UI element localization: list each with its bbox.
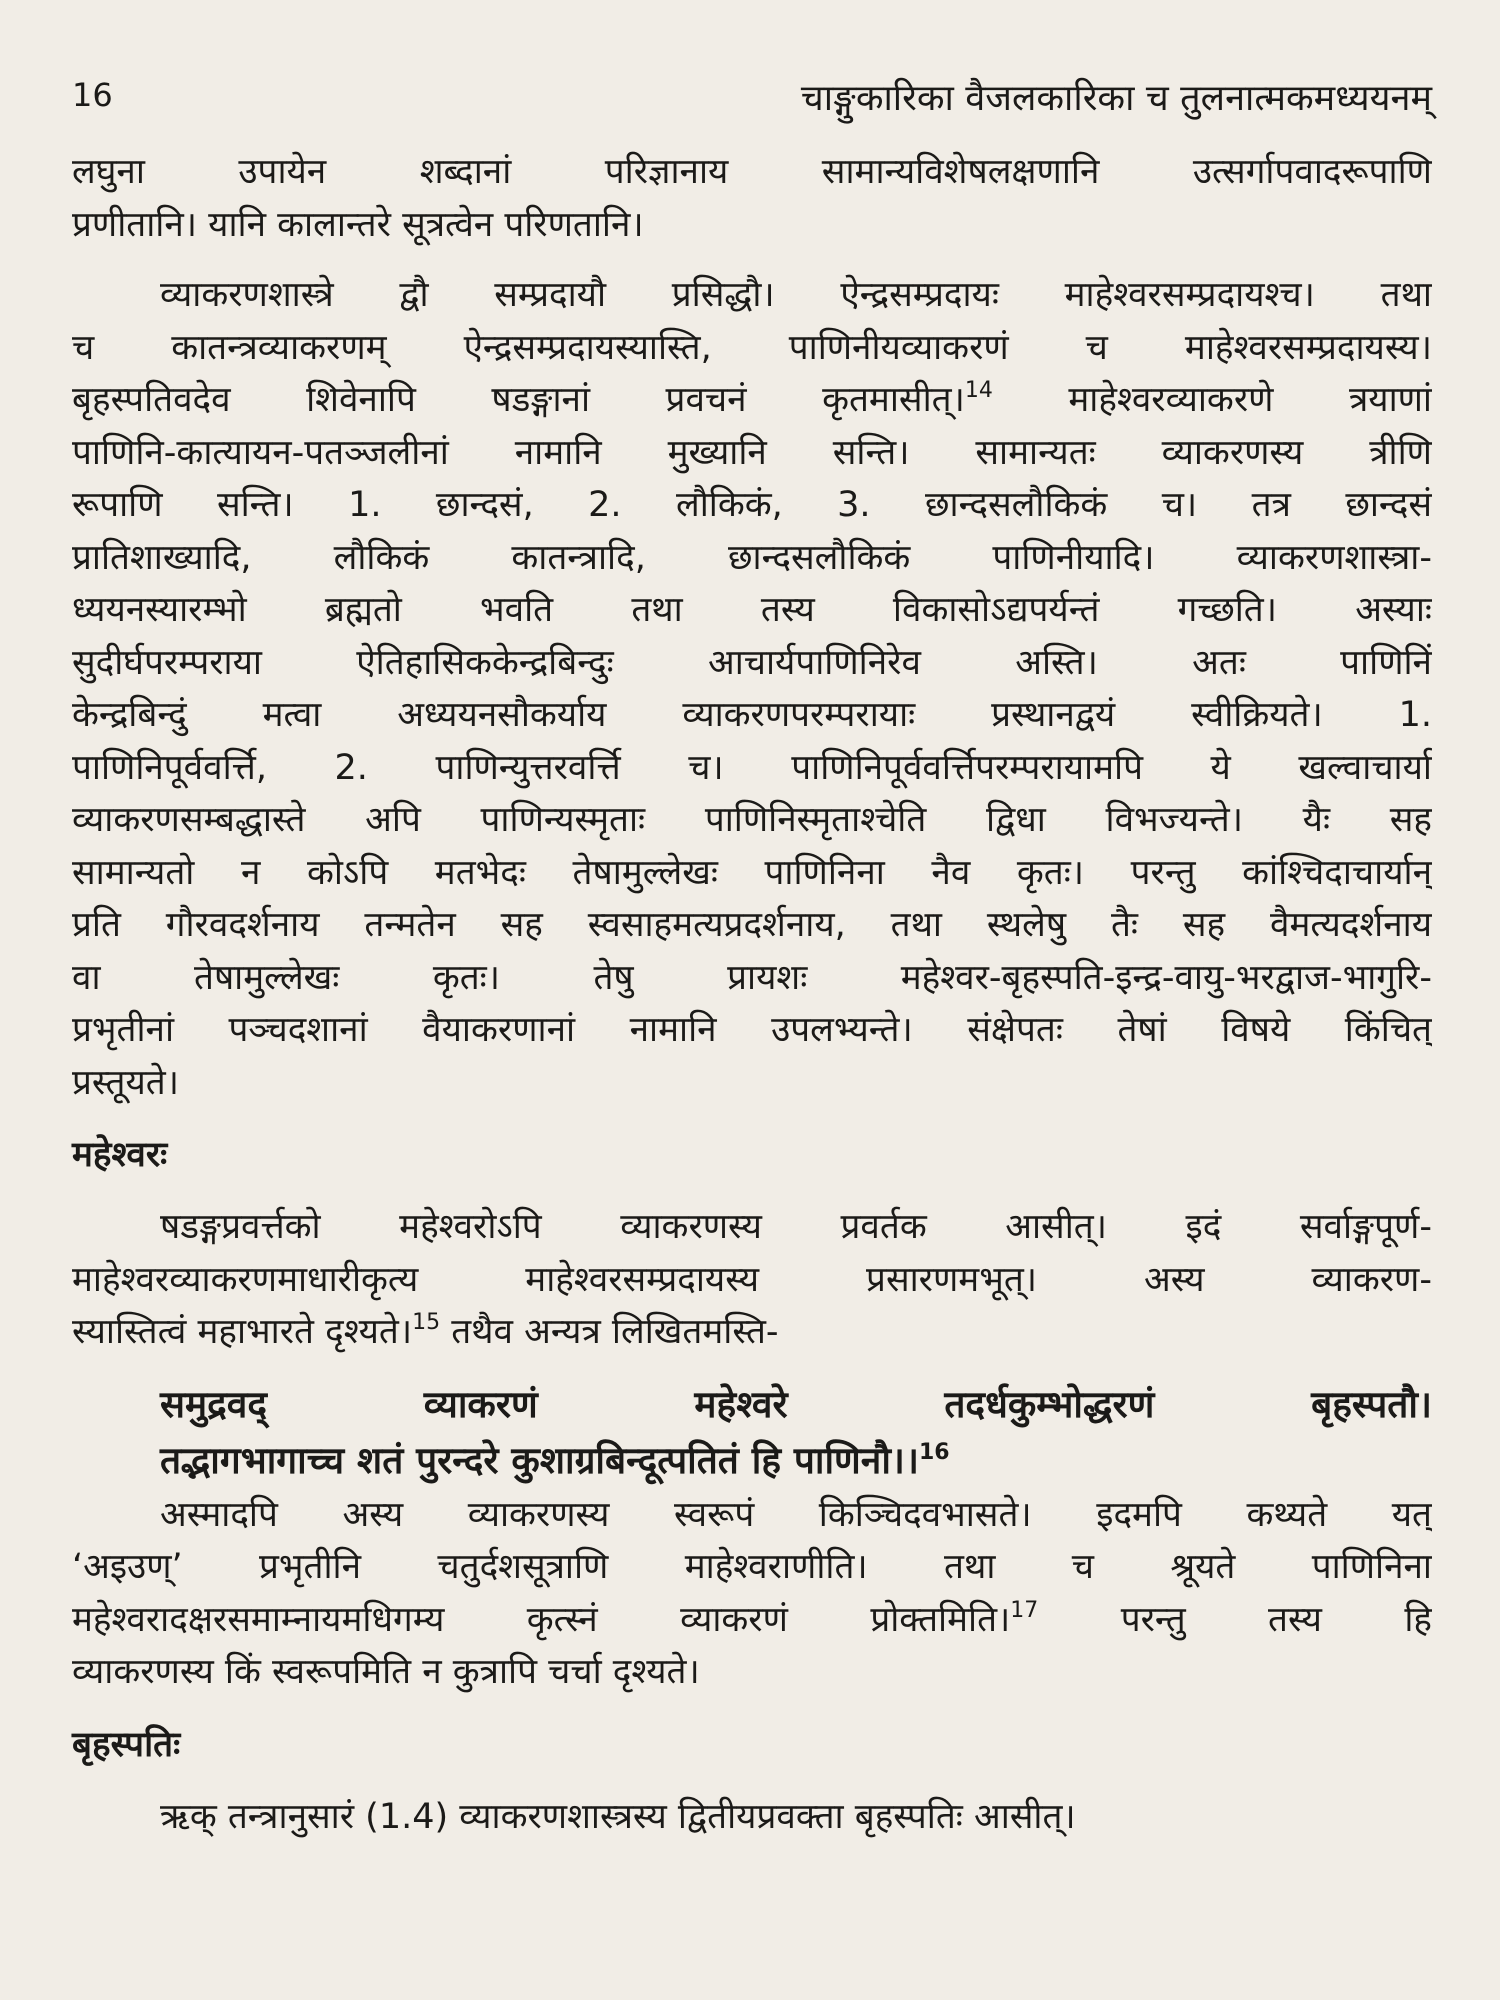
footnote-ref-14: 14 [964,378,993,403]
page-header [72,66,1432,126]
footnote-ref-16: 16 [918,1439,950,1465]
line-text: बृहस्पतिवदेव शिवेनापि षडङ्गानां प्रवचनं कृतमासीत्। [72,380,965,420]
verse-block [72,1377,1432,1489]
text-line: षडङ्गप्रवर्त्तको महेश्वरोऽपि व्याकरणस्य प्रवर्तक आसीत्। इदं सर्वाङ्गपूर्ण- [160,1207,1432,1247]
text-line: ‘अइउण्’ प्रभृतीनि चतुर्दशसूत्राणि माहेश्वराणीति। तथा च श्रूयते पाणिनिना [72,1547,1432,1587]
line-text-tail: माहेश्वरव्याकरणे त्रयाणां [992,380,1432,420]
text-line [72,374,1432,427]
text-line: प्रति गौरवदर्शनाय तन्मतेन सह स्वसाहमत्यप्रदर्शनाय, तथा स्थलेषु तैः सह वैमत्यदर्शनाय [72,905,1432,945]
text-line: वा तेषामुल्लेखः कृतः। तेषु प्रायशः महेश्वर-बृहस्पति-इन्द्र-वायु-भरद्वाज-भागुरि- [72,957,1432,998]
text-line: ध्ययनस्यारम्भो ब्रह्मतो भवति तथा तस्य विकासोऽद्यपर्यन्तं गच्छति। अस्याः [72,590,1432,630]
body-text [72,146,1432,1843]
text-line: प्रणीतानि। यानि कालान्तरे सूत्रत्वेन परिणतानि। [72,204,644,245]
text-line [72,1306,1432,1359]
verse-line: समुद्रवद् व्याकरणं महेश्वरे तदर्धकुम्भोद्धरणं बृहस्पतौ। [160,1382,1432,1426]
section-heading-maheshvara: महेश्वरः [72,1135,168,1175]
paragraph-1 [72,146,1432,251]
text-line: माहेश्वरव्याकरणमाधारीकृत्य माहेश्वरसम्प्रदायस्य प्रसारणमभूत्। अस्य व्याकरण- [72,1259,1432,1300]
line-text-tail: परन्तु तस्य हि [1038,1599,1432,1640]
paragraph-3 [72,1489,1432,1699]
text-line: प्रस्तूयते। [72,1062,179,1103]
footnote-ref-15: 15 [412,1310,441,1335]
paragraph-brihaspati [72,1791,1432,1844]
text-line: रूपाणि सन्ति। 1. छान्दसं, 2. लौकिकं, 3. छान्दसलौकिकं च। तत्र छान्दसं [72,485,1432,525]
text-line: व्याकरणस्य किं स्वरूपमिति न कुत्रापि चर्चा दृश्यते। [72,1652,700,1692]
text-line: पाणिनि-कात्यायन-पतञ्जलीनां नामानि मुख्यानि सन्ति। सामान्यतः व्याकरणस्य त्रीणि [72,432,1432,473]
text-line: प्रभृतीनां पञ्चदशानां वैयाकरणानां नामानि उपलभ्यन्ते। संक्षेपतः तेषां विषये किंचित् [72,1010,1432,1050]
text-line: पाणिनिपूर्ववर्त्ति, 2. पाणिन्युत्तरवर्त्ति च। पाणिनिपूर्ववर्त्तिपरम्परायामपि ये खल्वाचार्या [72,747,1432,788]
paragraph-2 [72,269,1432,1109]
text-line: प्रातिशाख्यादि, लौकिकं कातन्त्रादि, छान्दसलौकिकं पाणिनीयादि। व्याकरणशास्त्रा- [72,537,1432,578]
footnote-ref-17: 17 [1010,1597,1039,1623]
text-line: सामान्यतो न कोऽपि मतभेदः तेषामुल्लेखः पाणिनिना नैव कृतः। परन्तु कांश्चिदाचार्यान् [72,852,1432,893]
page-number: 16 [72,76,113,114]
verse-text: तद्भागभागाच्च शतं पुरन्दरे कुशाग्रबिन्दूत्पतितं हि पाणिनौ।। [160,1438,919,1482]
section-heading-brihaspati: बृहस्पतिः [72,1724,181,1765]
running-title: चाङ्गुकारिका वैजलकारिका च तुलनात्मकमध्ययनम् [800,78,1432,119]
text-line: ऋक् तन्त्रानुसारं (1.4) व्याकरणशास्त्रस्य द्वितीयप्रवक्ता बृहस्पतिः आसीत्। [160,1796,1076,1837]
text-line: लघुना उपायेन शब्दानां परिज्ञानाय सामान्यविशेषलक्षणानि उत्सर्गापवादरूपाणि [72,152,1432,192]
verse-line [72,1433,1432,1489]
text-line: व्याकरणशास्त्रे द्वौ सम्प्रदायौ प्रसिद्धौ। ऐन्द्रसम्प्रदायः माहेश्वरसम्प्रदायश्च। तथा [160,275,1432,315]
text-line [72,1594,1432,1647]
text-line: केन्द्रबिन्दुं मत्वा अध्ययनसौकर्याय व्याकरणपरम्परायाः प्रस्थानद्वयं स्वीक्रियते। 1. [72,695,1432,735]
text-line: सुदीर्घपरम्पराया ऐतिहासिककेन्द्रबिन्दुः आचार्यपाणिनिरेव अस्ति। अतः पाणिनिं [72,642,1432,683]
text-line: व्याकरणसम्बद्धास्ते अपि पाणिन्यस्मृताः पाणिनिस्मृताश्चेति द्विधा विभज्यन्ते। यैः सह [72,800,1432,840]
text-line: च कातन्त्रव्याकरणम् ऐन्द्रसम्प्रदायस्यास्ति, पाणिनीयव्याकरणं च माहेश्वरसम्प्रदायस्य। [72,327,1432,368]
line-text-tail: तथैव अन्यत्र लिखितमस्ति- [440,1312,779,1352]
paragraph-maheshvara [72,1201,1432,1359]
line-text: स्यास्तित्वं महाभारते दृश्यते। [72,1312,413,1352]
line-text: महेश्वरादक्षरसमाम्नायमधिगम्य कृत्स्नं व्याकरणं प्रोक्तमिति। [72,1599,1011,1640]
text-line: अस्मादपि अस्य व्याकरणस्य स्वरूपं किञ्चिदवभासते। इदमपि कथ्यते यत् [160,1494,1432,1535]
